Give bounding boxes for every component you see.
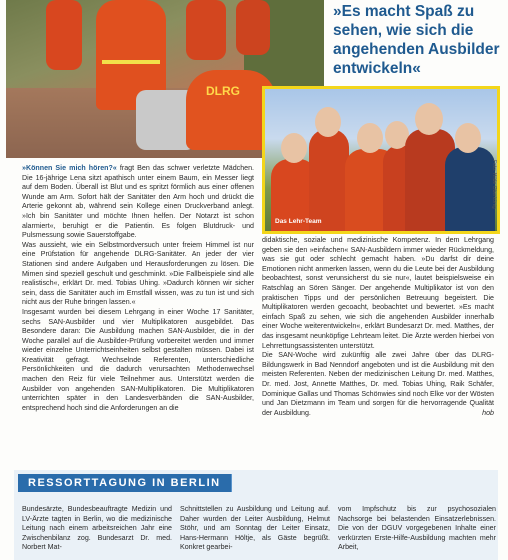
article-paragraph: Was aussieht, wie ein Selbstmordversuch unter freiem Himmel ist nur eine Prüfstation für angehende DLRG-Sanitäter. An jeder der vier Stationen sind andere Aufgaben und Herausforderungen zu lösen. Die Mimen sind speziell geschult und geschminkt. »Die Fallbeispiele sind alle realistisch«, erklärt Dr. med. Tobias Uhing. »Dadurch können wir sicher sein, dass die Sanitäter auch im Ernstfall wissen, was zu tun ist und sich nicht aus der Ruhe bringen lassen.« (22, 240, 254, 307)
rescuer-figure (186, 0, 226, 60)
article-column-1 (22, 164, 254, 413)
article-lead: »Können Sie mich hören?« (22, 164, 117, 172)
team-photo (262, 86, 500, 234)
jacket-lettering: DLRG (206, 84, 240, 98)
author-initials: hob (482, 408, 494, 417)
article-paragraph: »Können Sie mich hören?« fragt Ben das schwer verletzte Mädchen. Die 16-jährige Lena sitzt apathisch unter einem Baum, ein Messer liegt auf dem Boden. Überall ist Blut und es spritzt förmlich aus einer offenen Wunde am Arm. Sofort hält der Sanitäter den Arm hoch und drückt die Arterie gekonnt ab, während sein Kollege einen Druckverband anlegt. »Ich bin Sanitäter und möchte Ihnen helfen. Der Notarzt ist schon alarmiert«, beruhigt er die Patientin. Es folgen Blutdruck- und Pulsmessung sowie Sauerstoffgabe. (22, 164, 254, 240)
photo-caption: Das Lehr-Team (275, 218, 322, 225)
box-column-3: vom Impfschutz bis zur psychosozialen Nachsorge bei belastenden Einsatzerlebnissen. Die von der DGUV vorgegebenen Inhalte einer verkürzten Erste-Hilfe-Ausbildung machten mehr Arbeit, (338, 505, 496, 551)
team-member (445, 147, 495, 234)
article-paragraph: Insgesamt wurden bei diesem Lehrgang in einer Woche 17 Sanitäter, sechs SAN-Ausbilder und vier Multiplikatoren ausgebildet. Das Besondere daran: Die Ausbildung machen SAN-Ausbilder, die in der Woche parallel auf die Ausbilder-Prüfung vorbereitet werden und immer wieder einzelne Unterrichtseinheiten selbst gestalten müssen. Dabei ist Kreativität gefragt. Wechselnde Referenten, unterschiedliche Persönlichkeiten und die dadurch verursachten Methodenwechsel machen den Reiz für viele Teilnehmer aus. Unterstützt werden die Ausbilder von angehenden SAN-Multiplikatoren. Die Multiplikatoren unterrichten später in den Landesverbänden die SAN-Ausbilder, entsprechend hoch sind die Anforderungen an die (22, 307, 254, 412)
article-column-2 (262, 236, 494, 418)
box-column-1: Bundesärzte, Bundesbeauftragte Medizin und LV-Ärzte tagten in Berlin, wo die medizinische Leitung nach einem arbeitsreichen Jahr eine Zwischenbilanz zog. Bundesarzt Dr. med. Norbert Mat- (22, 505, 172, 551)
article-paragraph: Die SAN-Woche wird zukünftig alle zwei Jahre über das DLRG-Bildungswerk in Bad Nenndorf angeboten und ist die Ausbildung mit den meisten Referenten. Neben der medizinischen Leitung Dr. med. Matthes, Dr. med. Jost, Annette Matthes, Dr. med. Tobias Uhing, Raik Schäfer, Dominique Gallas und Thomas Schönwies sind noch Elke vor der Wösten und Jan Dietzmann im Team und sorgen für die hervorragende Qualität der Ausbildung. hob (262, 351, 494, 417)
photo-credit: Foto: Hilde Oberkönig (491, 160, 497, 209)
box-column-2: Schnittstellen zu Ausbildung und Leitung auf. Daher wurden der Leiter Ausbildung, Helmut Stöhr, und am Sonntag der Leiter Einsatz, Hans-Hermann Höltje, als Gäste begrüßt. Konkret gearbei- (180, 505, 330, 551)
article-paragraph: didaktische, soziale und medizinische Kompetenz. In dem Lehrgang geben sie den »einfachen« SAN-Ausbildern immer wieder Rückmeldung, was sie gut oder schlecht gemacht haben. »Du darfst dir deine Emotionen nicht anmerken lassen, wenn du die Leute bei der Ausbildung beobachtest, sonst verunsicherst du sie nur«, lautet beispielsweise ein Ratschlag an Sören Sänger. Der angehende Multiplikator ist von den praktischen Tipps und der persönlichen Betreuung begeistert. Die Multiplikatoren werden gecoacht, beobachtet und bewertet. »Es macht einfach Spaß zu sehen, wie sich die angehenden Ausbilder innerhalb einer Woche weiterentwickeln«, erklärt Bundesarzt Dr. med. Matthes, der das insgesamt neunköpfige Lehrteam leitet. Die Ärzte werden hierbei von Lehrrettungsassistenten unterstützt. (262, 236, 494, 350)
article-headline: »Es macht Spaß zu sehen, wie sich die angehenden Ausbilder entwickeln« (333, 3, 500, 77)
box-title: RESSORTTAGUNG IN BERLIN (18, 474, 231, 492)
rescuer-figure (46, 0, 82, 70)
rescuer-figure (236, 0, 270, 55)
